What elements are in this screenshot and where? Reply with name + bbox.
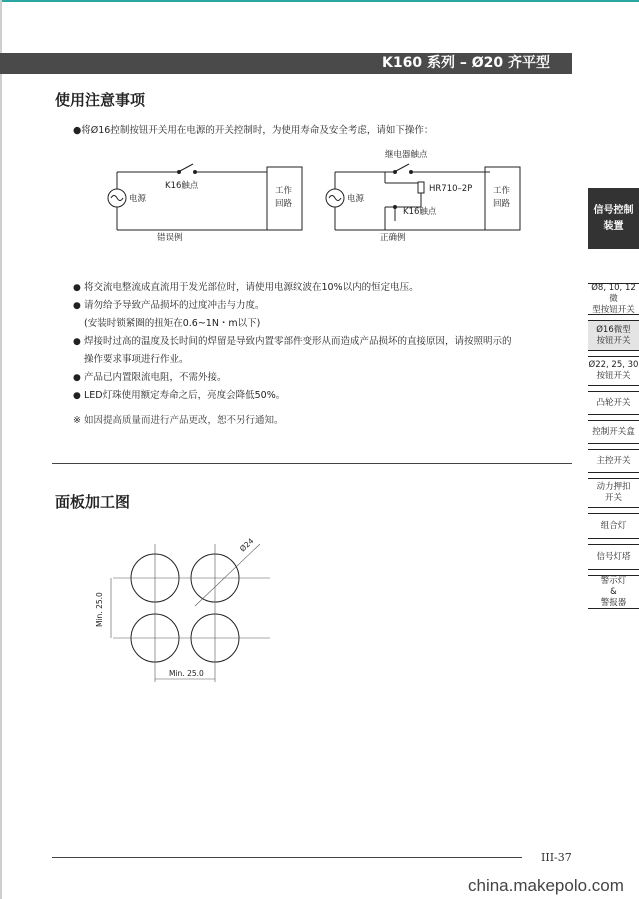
note-subitem: 操作要求事项进行作业。 <box>84 354 189 365</box>
page-title-bar: K160 系列 – Ø20 齐平型 <box>0 53 572 74</box>
note-item: ● 产品已内置限流电阻，不需外接。 <box>73 369 563 387</box>
left-edge-rule <box>0 0 2 899</box>
note-item: ● 请勿给予导致产品损坏的过度冲击与力度。 <box>73 297 563 315</box>
bullet-icon: ● <box>73 283 81 293</box>
wrong-contact-label: K16触点 <box>165 181 199 191</box>
watermark-text: china.makepolo.com <box>468 876 624 895</box>
note-item: ● 将交流电整流成直流用于发光部位时，请使用电源纹波在10%以内的恒定电压。 <box>73 279 563 297</box>
wrong-source-label: 电源 <box>129 194 147 204</box>
note-item: ● LED灯珠使用额定寿命之后，亮度会降低50%。 <box>73 387 563 405</box>
sidebar-item-16mm-pushbutton[interactable]: Ø16微型 按钮开关 <box>588 320 639 351</box>
wiring-diagrams <box>95 145 535 245</box>
sidebar-item-22-25-30-pushbutton[interactable]: Ø22, 25, 30 按钮开关 <box>588 356 639 386</box>
top-accent-rule <box>0 0 639 2</box>
note-subitem: (安装时锁紧圈的扭矩在0.6~1N・m以下) <box>84 318 261 329</box>
sidebar-item-micro-pushbutton[interactable]: Ø8, 10, 12微 型按钮开关 <box>588 283 639 315</box>
page-number: III-37 <box>541 851 572 864</box>
relay-model-label: HR710–2P <box>429 184 473 194</box>
sidebar-item-combination-lamp[interactable]: 组合灯 <box>588 513 639 539</box>
relay-contact-label: 继电器触点 <box>385 150 428 160</box>
right-load-label-2: 回路 <box>493 199 511 209</box>
sidebar-item-master-switch[interactable]: 主控开关 <box>588 449 639 473</box>
section-title-panel-cutout: 面板加工图 <box>55 493 131 511</box>
footer-rule <box>52 857 522 858</box>
wrong-load-label-2: 回路 <box>275 199 293 209</box>
vertical-min-label: Min. 25.0 <box>95 592 104 627</box>
wrong-caption: 错误例 <box>157 233 183 243</box>
bullet-icon: ● <box>73 301 81 311</box>
precaution-notes <box>73 279 563 405</box>
right-source-label: 电源 <box>347 194 365 204</box>
bullet-icon: ● <box>73 391 81 401</box>
right-caption: 正确例 <box>380 233 406 243</box>
right-contact-label: K16触点 <box>403 207 437 217</box>
horizontal-min-label: Min. 25.0 <box>169 669 204 678</box>
sidebar-category-label: 信号控制 装置 <box>593 204 634 232</box>
sidebar-item-warning-lamp[interactable]: 警示灯 & 警报器 <box>588 575 639 609</box>
sidebar-item-power-pushbutton[interactable]: 动力押扣 开关 <box>588 478 639 508</box>
sidebar-category-tab[interactable] <box>588 188 639 249</box>
sidebar-item-cam-switch[interactable]: 凸轮开关 <box>588 391 639 415</box>
right-load-label-1: 工作 <box>493 186 511 196</box>
section-divider <box>52 463 572 464</box>
wrong-load-label-1: 工作 <box>275 186 293 196</box>
sidebar-nav <box>588 283 639 614</box>
diameter-label: Ø24 <box>238 536 256 554</box>
bullet-icon: ● <box>73 337 81 347</box>
sidebar-item-control-box[interactable]: 控制开关盒 <box>588 420 639 444</box>
section-title-precautions: 使用注意事项 <box>55 91 146 109</box>
bullet-icon: ● <box>73 373 81 383</box>
sidebar-item-signal-tower[interactable]: 信号灯塔 <box>588 544 639 570</box>
note-item: ● 焊接时过高的温度及长时间的焊留是导致内置零部件变形从而造成产品损坏的直接原因，请按照明示的 <box>73 333 563 351</box>
panel-cutout-drawing <box>95 530 285 690</box>
precaution-lead-text: ●将Ø16控制按钮开关用在电源的开关控制时，为使用寿命及安全考虑，请如下操作： <box>73 125 434 136</box>
relay-coil-symbol <box>418 182 424 193</box>
disclaimer-text: ※ 如因提高质量而进行产品更改，恕不另行通知。 <box>73 415 284 426</box>
